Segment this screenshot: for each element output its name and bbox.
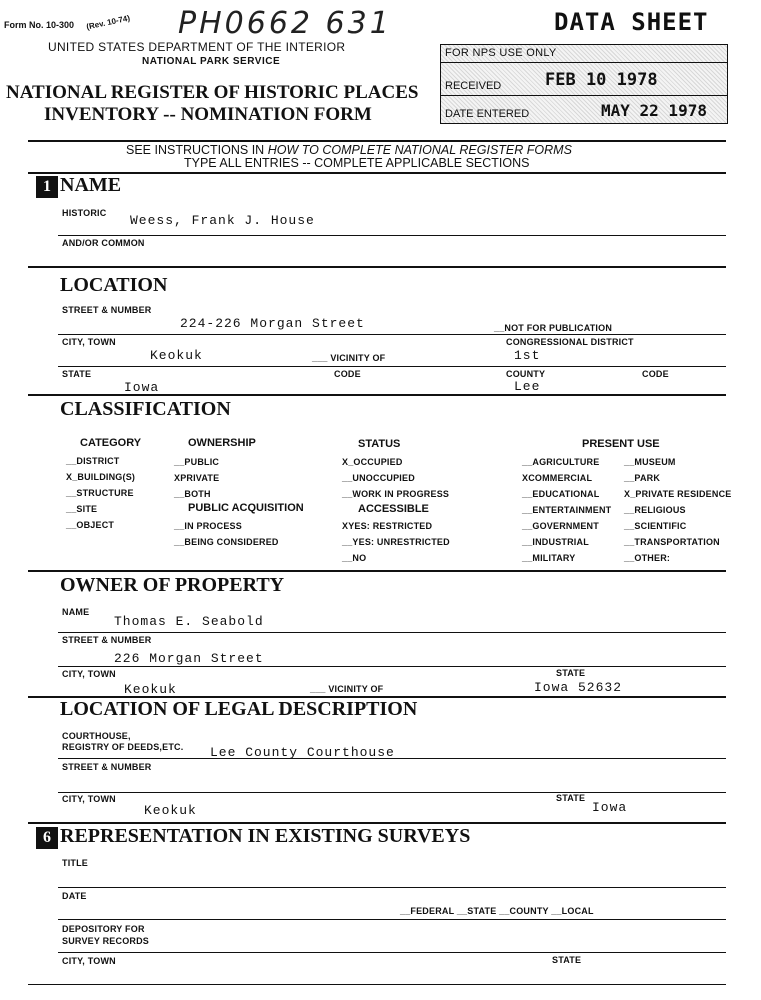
congressional-district-label: CONGRESSIONAL DISTRICT [506,337,634,347]
form-number: Form No. 10-300 [4,20,75,30]
ownership-both[interactable]: __BOTH [174,489,211,499]
category-object[interactable]: __OBJECT [66,520,115,530]
status-heading: STATUS [358,438,401,450]
accessible-no[interactable]: __NO [342,553,367,563]
ownership-public[interactable]: __PUBLIC [174,457,220,467]
category-district[interactable]: __DISTRICT [66,456,120,466]
present-use-heading: PRESENT USE [582,438,660,450]
survey-levels[interactable]: __FEDERAL __STATE __COUNTY __LOCAL [400,906,594,916]
courthouse-label-2: REGISTRY OF DEEDS,ETC. [62,742,184,752]
use-religious[interactable]: __RELIGIOUS [624,505,686,515]
status-unoccupied[interactable]: __UNOCCUPIED [342,473,415,483]
not-for-publication[interactable]: __NOT FOR PUBLICATION [494,323,613,333]
ownership-private[interactable]: XPRIVATE [174,473,220,483]
received-date: FEB 10 1978 [545,70,658,90]
location-vicinity-label: VICINITY OF [330,353,386,363]
category-heading: CATEGORY [80,437,142,449]
owner-city-value[interactable]: Keokuk [124,682,177,697]
owner-name-value[interactable]: Thomas E. Seabold [114,614,264,629]
survey-state-label: STATE [552,955,582,965]
date-entered-label: DATE ENTERED [445,108,530,120]
depository-label-2: SURVEY RECORDS [62,936,149,946]
use-agriculture[interactable]: __AGRICULTURE [522,457,600,467]
accessible-restricted[interactable]: XYES: RESTRICTED [342,521,433,531]
location-street-value[interactable]: 224-226 Morgan Street [180,316,365,331]
owner-state-value[interactable]: Iowa 52632 [534,680,623,695]
location-city-label: CITY, TOWN [62,337,116,347]
data-sheet-stamp: DATA SHEET [554,8,709,36]
use-private-residence[interactable]: X_PRIVATE RESIDENCE [624,489,732,499]
category-buildings[interactable]: X_BUILDING(S) [66,472,136,482]
form-revision: (Rev. 10-74) [85,13,131,32]
survey-date-label: DATE [62,891,87,901]
congressional-district-value[interactable]: 1st [514,348,541,363]
use-entertainment[interactable]: __ENTERTAINMENT [522,505,612,515]
use-government[interactable]: __GOVERNMENT [522,521,599,531]
owner-street-label: STREET & NUMBER [62,635,152,645]
nps-use-label: FOR NPS USE ONLY [445,47,557,59]
owner-city-label: CITY, TOWN [62,669,116,679]
instructions-line-1 [126,143,572,157]
form-title-line1: NATIONAL REGISTER OF HISTORIC PLACES [6,82,419,103]
status-work-in-progress[interactable]: __WORK IN PROGRESS [342,489,450,499]
use-educational[interactable]: __EDUCATIONAL [522,489,600,499]
historic-value[interactable]: Weess, Frank J. House [130,213,315,228]
instructions-italic: HOW TO COMPLETE NATIONAL REGISTER FORMS [267,143,572,157]
date-entered-value: MAY 22 1978 [601,101,707,120]
acquisition-being-considered[interactable]: __BEING CONSIDERED [174,537,279,547]
location-city-value[interactable]: Keokuk [150,348,203,363]
owner-vicinity[interactable]: ___ VICINITY OF [310,684,384,694]
classification-heading: CLASSIFICATION [60,398,231,420]
use-scientific[interactable]: __SCIENTIFIC [624,521,687,531]
public-acquisition-heading: PUBLIC ACQUISITION [188,502,304,514]
legal-heading: LOCATION OF LEGAL DESCRIPTION [60,698,418,720]
instructions-text: SEE INSTRUCTIONS IN [126,143,265,157]
section-number-6: 6 [36,827,58,849]
owner-vicinity-label: VICINITY OF [328,684,384,694]
use-military[interactable]: __MILITARY [522,553,576,563]
location-state-label: STATE [62,369,92,379]
instructions-line-2: TYPE ALL ENTRIES -- COMPLETE APPLICABLE SECTIONS [184,156,530,170]
use-park[interactable]: __PARK [624,473,661,483]
location-county-label: COUNTY [506,369,546,379]
location-county-value[interactable]: Lee [514,379,541,394]
use-commercial[interactable]: XCOMMERCIAL [522,473,593,483]
owner-name-label: NAME [62,607,90,617]
owner-street-value[interactable]: 226 Morgan Street [114,651,264,666]
status-occupied[interactable]: X_OCCUPIED [342,457,403,467]
legal-state-label: STATE [556,793,586,803]
depository-label-1: DEPOSITORY FOR [62,924,145,934]
legal-city-value[interactable]: Keokuk [144,803,197,818]
accessible-heading: ACCESSIBLE [358,503,429,515]
location-vicinity[interactable]: ___ VICINITY OF [312,353,386,363]
use-industrial[interactable]: __INDUSTRIAL [522,537,589,547]
legal-state-value[interactable]: Iowa [592,800,628,815]
location-code-label: CODE [334,369,361,379]
accessible-unrestricted[interactable]: __YES: UNRESTRICTED [342,537,450,547]
use-museum[interactable]: __MUSEUM [624,457,676,467]
courthouse-value[interactable]: Lee County Courthouse [210,745,395,760]
location-street-label: STREET & NUMBER [62,305,152,315]
owner-state-label: STATE [556,668,586,678]
historic-label: HISTORIC [62,208,107,218]
legal-city-label: CITY, TOWN [62,794,116,804]
acquisition-in-process[interactable]: __IN PROCESS [174,521,242,531]
ownership-heading: OWNERSHIP [188,437,256,449]
owner-heading: OWNER OF PROPERTY [60,574,285,596]
section-number-1: 1 [36,176,58,198]
location-state-value[interactable]: Iowa [124,380,160,395]
service-name: NATIONAL PARK SERVICE [142,56,281,67]
legal-street-label: STREET & NUMBER [62,762,152,772]
location-code2-label: CODE [642,369,669,379]
surveys-heading: REPRESENTATION IN EXISTING SURVEYS [60,825,471,847]
form-title-line2: INVENTORY -- NOMINATION FORM [44,104,372,125]
courthouse-label-1: COURTHOUSE, [62,731,131,741]
survey-title-label: TITLE [62,858,88,868]
location-heading: LOCATION [60,274,168,296]
category-site[interactable]: __SITE [66,504,98,514]
received-label: RECEIVED [445,80,502,92]
category-structure[interactable]: __STRUCTURE [66,488,134,498]
name-heading: NAME [60,174,122,196]
common-label: AND/OR COMMON [62,238,145,248]
use-other[interactable]: __OTHER: [624,553,671,563]
nps-use-box [440,44,728,124]
use-transportation[interactable]: __TRANSPORTATION [624,537,720,547]
department-name: UNITED STATES DEPARTMENT OF THE INTERIOR [48,40,346,54]
survey-city-label: CITY, TOWN [62,956,116,966]
handwritten-id: PH0662 631 [178,6,392,41]
